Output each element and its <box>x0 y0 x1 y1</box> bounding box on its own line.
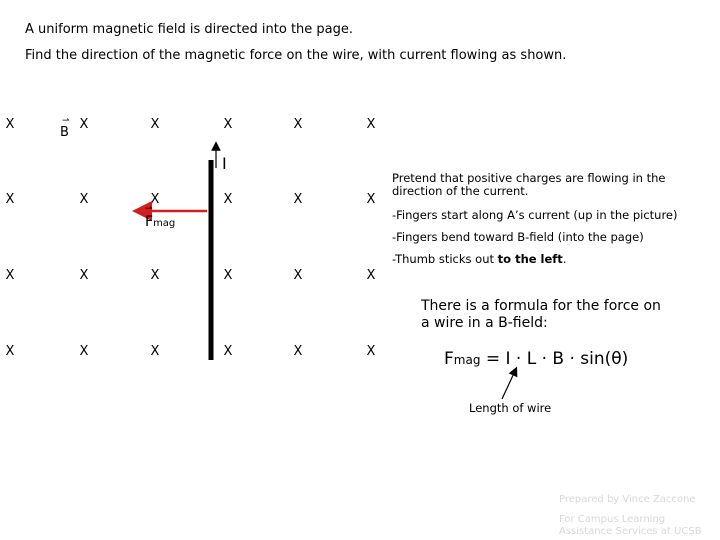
field-into-page-x: X <box>223 117 233 132</box>
field-into-page-x: X <box>223 268 233 283</box>
b-field-vector-arrow-icon: ⇀ <box>62 116 70 126</box>
field-into-page-x: X <box>79 117 89 132</box>
field-into-page-x: X <box>79 344 89 359</box>
force-label-main: F <box>145 214 154 230</box>
explanation-step-2: -Fingers bend toward B-field (into the page) <box>392 230 644 244</box>
field-into-page-x: X <box>366 117 376 132</box>
explanation-step-3-answer: to the left <box>497 252 563 266</box>
field-into-page-x: X <box>293 192 303 207</box>
formula-lhs: F <box>444 349 454 369</box>
explanation-step-3-prefix: -Thumb sticks out <box>392 252 498 266</box>
force-label-arrow-icon: ⇀ <box>145 204 153 214</box>
explanation-step-3-suffix: . <box>562 252 567 266</box>
field-into-page-x: X <box>150 344 160 359</box>
field-into-page-x: X <box>79 268 89 283</box>
field-into-page-x: X <box>150 117 160 132</box>
field-into-page-x: X <box>366 268 376 283</box>
field-into-page-x: X <box>223 344 233 359</box>
field-into-page-x: X <box>366 192 376 207</box>
b-field-symbol: B <box>60 125 69 140</box>
formula-rhs: = I · L · B · sin(θ) <box>485 349 629 369</box>
explanation-step-1: -Fingers start along A’s current (up in the picture) <box>392 208 678 222</box>
field-into-page-x: X <box>79 192 89 207</box>
field-into-page-x: X <box>223 192 233 207</box>
field-into-page-x: X <box>293 344 303 359</box>
field-into-page-x: X <box>293 268 303 283</box>
field-into-page-x: X <box>5 268 15 283</box>
formula-intro: There is a formula for the force on a wire in a B-field: <box>421 298 661 331</box>
field-into-page-x: X <box>5 117 15 132</box>
credit-author: Prepared by Vince Zaccone <box>559 494 696 505</box>
formula-lhs-subscript: mag <box>453 353 481 367</box>
field-into-page-x: X <box>5 192 15 207</box>
field-into-page-x: X <box>5 344 15 359</box>
current-label: I <box>222 154 227 173</box>
field-into-page-x: X <box>293 117 303 132</box>
question-line-1: A uniform magnetic field is directed into the page. <box>25 22 354 37</box>
question-line-2: Find the direction of the magnetic force on the wire, with current flowing as shown. <box>25 48 567 63</box>
force-label-subscript: mag <box>153 218 176 229</box>
field-into-page-x: X <box>150 268 160 283</box>
formula-annotation: Length of wire <box>469 401 552 415</box>
field-into-page-x: X <box>366 344 376 359</box>
explanation-intro: Pretend that positive charges are flowing in the direction of the current. <box>392 171 666 198</box>
field-into-page-x: X <box>150 192 160 207</box>
credit-organization: For Campus Learning Assistance Services at UCSB <box>559 514 702 537</box>
